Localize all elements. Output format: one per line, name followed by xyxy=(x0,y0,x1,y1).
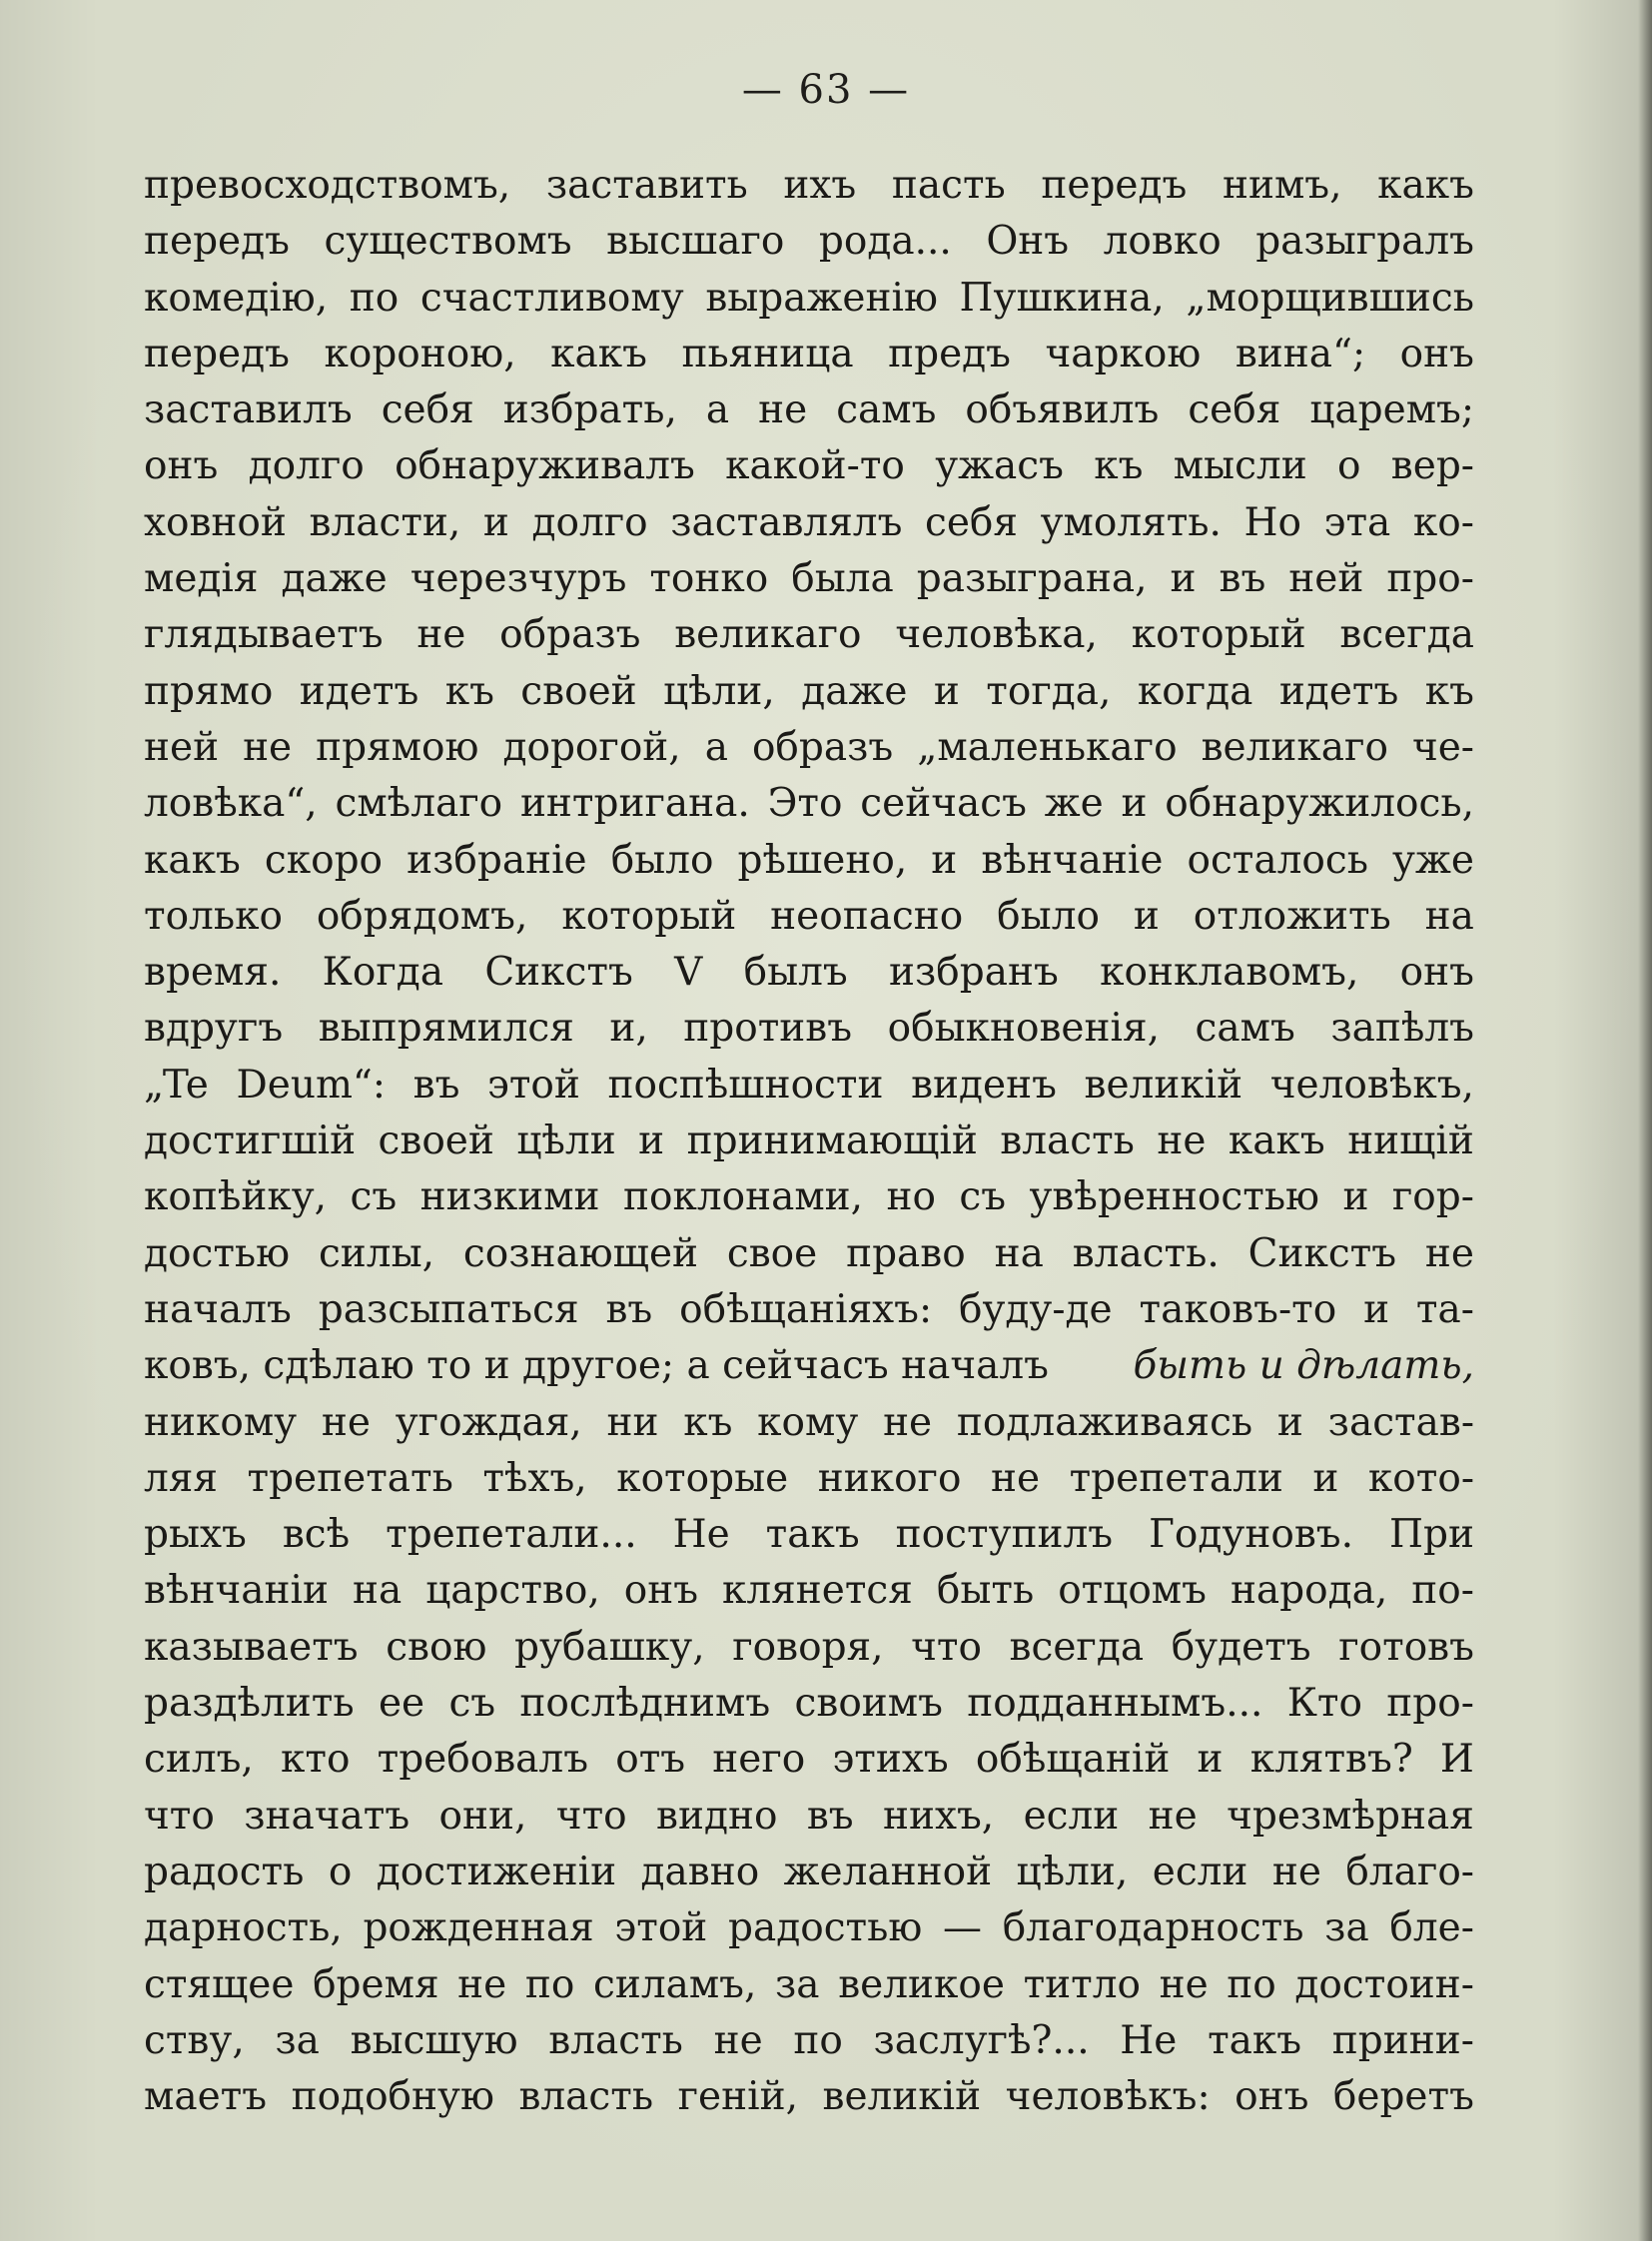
text-line: копѣйку, съ низкими поклонами, но съ увѣренностью и гор- xyxy=(144,1174,1474,1220)
text-line: глядываетъ не образъ великаго человѣка, который всегда xyxy=(144,612,1474,658)
text-line: ству, за высшую власть не по заслугѣ?... Не такъ прини- xyxy=(144,2017,1474,2063)
body-text xyxy=(144,158,1474,2125)
text-line: никому не угождая, ни къ кому не подлаживаясь и застав- xyxy=(144,1399,1474,1445)
page-edge-shadow xyxy=(1638,0,1652,2241)
text-line: началъ разсыпаться въ обѣщаніяхъ: буду-де таковъ-то и та- xyxy=(144,1286,1474,1332)
text-line: передъ короною, какъ пьяница предъ чаркою вина“; онъ xyxy=(144,331,1474,376)
text-line: радость о достиженіи давно желанной цѣли, если не благо- xyxy=(144,1849,1474,1894)
text-line: что значатъ они, что видно въ нихъ, если не чрезмѣрная xyxy=(144,1793,1474,1839)
text-line: ляя трепетать тѣхъ, которые никого не трепетали и кото- xyxy=(144,1455,1474,1501)
text-line: ней не прямою дорогой, а образъ „маленькаго великаго че- xyxy=(144,724,1474,770)
text-line: какъ скоро избраніе было рѣшено, и вѣнчаніе осталось уже xyxy=(144,837,1474,883)
text-line: достью силы, сознающей свое право на власть. Сикстъ не xyxy=(144,1230,1474,1276)
text-line: комедію, по счастливому выраженію Пушкина, „морщившись xyxy=(144,275,1474,321)
text-line: „Te Deum“: въ этой поспѣшности виденъ великій человѣкъ, xyxy=(144,1062,1474,1108)
text-line: достигшій своей цѣли и принимающій власть не какъ нищій xyxy=(144,1119,1474,1164)
text-line: превосходствомъ, заставить ихъ пасть передъ нимъ, какъ xyxy=(144,163,1474,208)
text-line: ховной власти, и долго заставлялъ себя умолять. Но эта ко- xyxy=(144,499,1474,545)
text-line: рыхъ всѣ трепетали... Не такъ поступилъ Годуновъ. При xyxy=(144,1512,1474,1558)
text-line: казываетъ свою рубашку, говоря, что всегда будетъ готовъ xyxy=(144,1624,1474,1670)
text-line: передъ существомъ высшаго рода... Онъ ловко разыгралъ xyxy=(144,219,1474,265)
text-line: ловѣка“, смѣлаго интригана. Это сейчасъ же и обнаружилось, xyxy=(144,781,1474,827)
text-line: силъ, кто требовалъ отъ него этихъ обѣщаній и клятвъ? И xyxy=(144,1737,1474,1783)
text-line: вдругъ выпрямился и, противъ обыкновенія, самъ запѣлъ xyxy=(144,1006,1474,1052)
italic-phrase: быть и дѣлать, xyxy=(1133,1343,1474,1389)
page-number: — 63 — xyxy=(741,67,911,113)
text-line: стящее бремя не по силамъ, за великое титло не по достоин- xyxy=(144,1961,1474,2007)
text-line: вѣнчаніи на царство, онъ клянется быть отцомъ народа, по- xyxy=(144,1568,1474,1614)
text-line: заставилъ себя избрать, а не самъ объявилъ себя царемъ; xyxy=(144,387,1474,433)
text-line-roman-part: ковъ, сдѣлаю то и другое; а сейчасъ началъ xyxy=(144,1343,1049,1389)
text-line: дарность, рожденная этой радостью — благодарность за бле- xyxy=(144,1905,1474,1951)
text-line: прямо идетъ къ своей цѣли, даже и тогда, когда идетъ къ xyxy=(144,668,1474,714)
text-line: время. Когда Сикстъ V былъ избранъ конклавомъ, онъ xyxy=(144,950,1474,996)
text-line: раздѣлить ее съ послѣднимъ своимъ подданнымъ... Кто про- xyxy=(144,1681,1474,1727)
text-line: онъ долго обнаруживалъ какой-то ужасъ къ мысли о вер- xyxy=(144,443,1474,489)
text-line: медія даже черезчуръ тонко была разыграна, и въ ней про- xyxy=(144,556,1474,602)
text-line: только обрядомъ, который неопасно было и отложить на xyxy=(144,893,1474,939)
text-line: маетъ подобную власть геній, великій человѣкъ: онъ беретъ xyxy=(144,2074,1474,2120)
text-line-with-italic xyxy=(144,1338,1474,1394)
